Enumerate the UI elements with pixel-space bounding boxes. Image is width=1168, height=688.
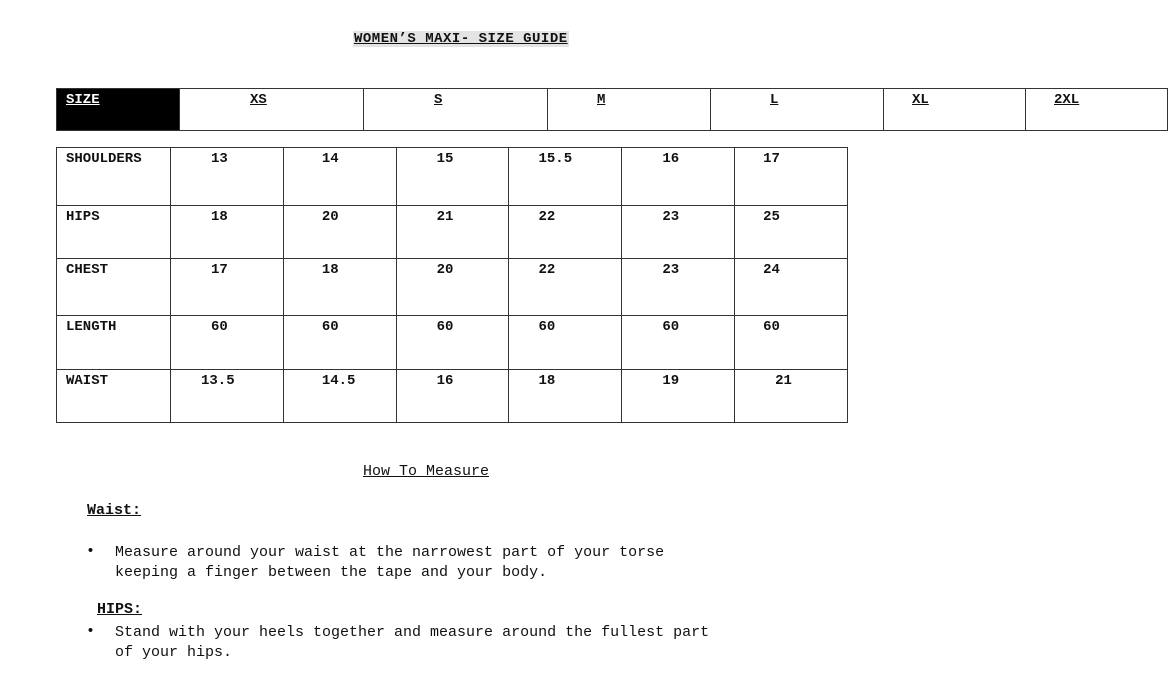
size-header-s: S [364,89,548,131]
table-cell: 23 [622,206,735,259]
table-cell: 15.5 [509,148,622,206]
instruction-line: Stand with your heels together and measure around the fullest part [115,624,710,641]
bullet-icon: • [86,623,96,640]
table-cell: 60 [735,316,848,370]
size-header-xl: XL [884,89,1026,131]
size-header-l: L [711,89,884,131]
waist-instruction [115,543,664,583]
table-cell: 23 [622,259,735,316]
row-label-waist: WAIST [57,370,171,423]
table-row [57,259,848,316]
table-cell: 22 [509,206,622,259]
table-cell: 20 [396,259,509,316]
size-header-table [56,88,1168,131]
table-cell: 19 [622,370,735,423]
table-cell: 13 [171,148,284,206]
table-cell: 14 [283,148,396,206]
table-cell: 60 [283,316,396,370]
row-label-shoulders: SHOULDERS [57,148,171,206]
table-cell: 13.5 [171,370,284,423]
table-cell: 17 [735,148,848,206]
row-label-hips: HIPS [57,206,171,259]
table-cell: 21 [396,206,509,259]
table-cell: 15 [396,148,509,206]
table-cell: 60 [622,316,735,370]
table-cell: 25 [735,206,848,259]
size-header-label: SIZE [57,89,180,131]
row-label-length: LENGTH [57,316,171,370]
table-cell: 20 [283,206,396,259]
waist-section-label: Waist: [87,502,142,519]
table-cell: 16 [622,148,735,206]
table-row [57,316,848,370]
hips-instruction [115,623,709,663]
size-header-m: M [548,89,711,131]
table-cell: 16 [396,370,509,423]
table-cell: 18 [283,259,396,316]
page-title: WOMEN’S MAXI- SIZE GUIDE [354,31,568,47]
size-header-row [57,89,1168,131]
table-cell: 60 [509,316,622,370]
instruction-line: of your hips. [115,644,233,661]
instruction-line: keeping a finger between the tape and your body. [115,564,548,581]
size-header-2xl: 2XL [1026,89,1168,131]
how-to-measure-heading: How To Measure [363,463,490,480]
table-cell: 14.5 [283,370,396,423]
table-row [57,370,848,423]
table-cell: 60 [396,316,509,370]
table-cell: 60 [171,316,284,370]
table-cell: 17 [171,259,284,316]
bullet-icon: • [86,543,96,560]
table-cell: 24 [735,259,848,316]
instruction-line: Measure around your waist at the narrowest part of your torse [115,544,665,561]
hips-section-label: HIPS: [97,601,143,618]
table-cell: 18 [509,370,622,423]
table-cell: 21 [735,370,848,423]
table-row [57,148,848,206]
size-header-xs: XS [180,89,364,131]
table-cell: 18 [171,206,284,259]
table-row [57,206,848,259]
row-label-chest: CHEST [57,259,171,316]
measurements-table [56,147,848,423]
table-cell: 22 [509,259,622,316]
